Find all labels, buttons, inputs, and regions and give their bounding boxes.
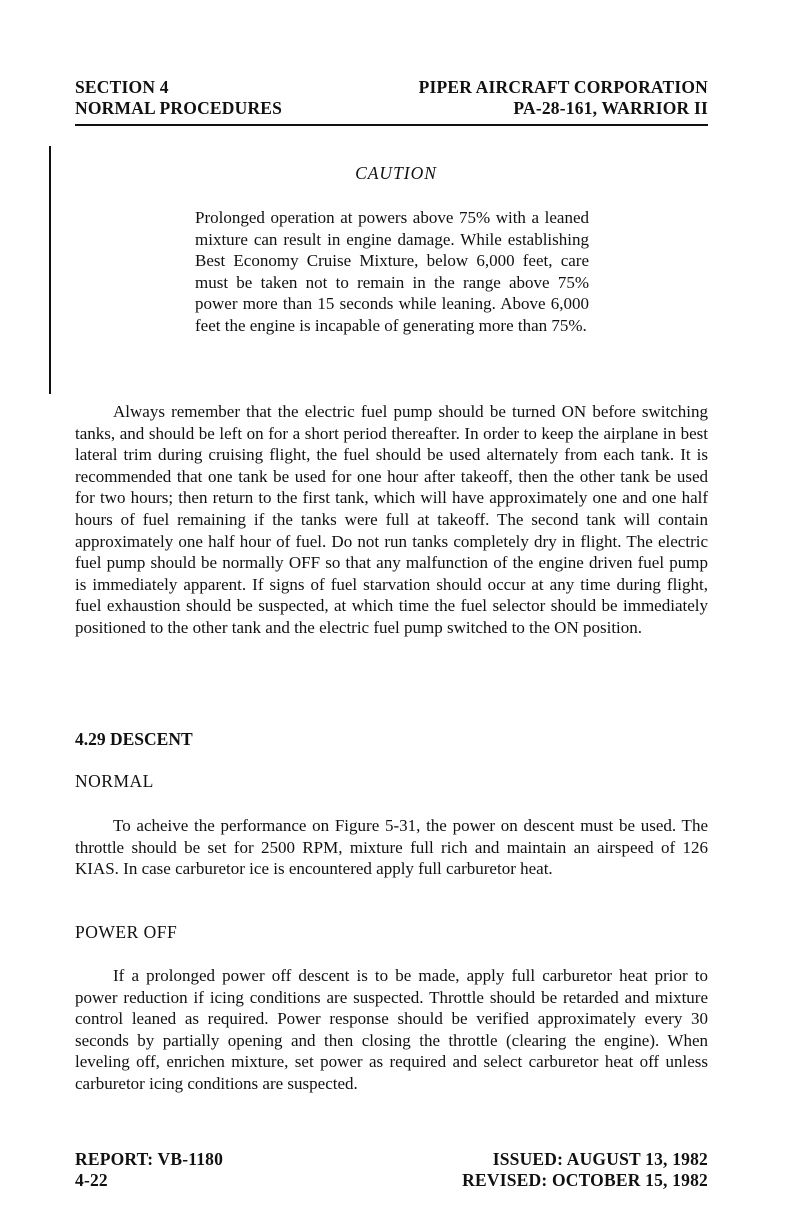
subheading-normal: NORMAL — [75, 771, 154, 791]
page-number: 4-22 — [75, 1170, 108, 1190]
revised-date: REVISED: OCTOBER 15, 1982 — [462, 1170, 708, 1190]
section-title-descent: 4.29 DESCENT — [75, 729, 193, 749]
aircraft-model: PA-28-161, WARRIOR II — [513, 98, 708, 118]
issued-date: ISSUED: AUGUST 13, 1982 — [492, 1149, 708, 1169]
header-rule — [75, 124, 708, 126]
header-row-2 — [75, 98, 708, 119]
caution-text: Prolonged operation at powers above 75% with a leaned mixture can result in engine damage. While establishing Best Economy Cruise Mixture, below 6,000 feet, care must be taken not to remain in the range above 75% power more than 15 seconds while leaning. Above 6,000 feet the engine is incapable of generating more than 75%. — [195, 208, 589, 335]
normal-descent-paragraph: To acheive the performance on Figure 5-31, the power on descent must be used. The throttle should be set for 2500 RPM, mixture full rich and maintain an airspeed of 126 KIAS. In case carburetor ice is encountered apply full carburetor heat. — [75, 816, 708, 879]
subheading-power-off: POWER OFF — [75, 922, 178, 942]
footer-row-1 — [75, 1149, 708, 1170]
footer-row-2 — [75, 1170, 708, 1191]
caution-title: CAUTION — [355, 163, 437, 183]
page-header — [75, 77, 708, 119]
page-footer — [75, 1149, 708, 1191]
report-number: REPORT: VB-1180 — [75, 1149, 224, 1169]
company-name: PIPER AIRCRAFT CORPORATION — [418, 77, 708, 97]
procedures-label: NORMAL PROCEDURES — [75, 98, 283, 118]
fuel-management-paragraph: Always remember that the electric fuel pump should be turned ON before switching tanks, and should be left on for a short period thereafter. In order to keep the airplane in best lateral trim during cruising flight, the fuel should be used alternately from each tank. It is recommended that one tank be used for one hour after takeoff, then the other tank be used for two hours; then return to the first tank, which will have approximately one and one half hours of fuel remaining if the tanks were full at takeoff. The second tank will contain approximately one half hour of fuel. Do not run tanks completely dry in flight. The electric fuel pump should be normally OFF so that any malfunction of the engine driven fuel pump is immediately apparent. If signs of fuel starvation should occur at any time during flight, fuel exhaustion should be suspected, at which time the fuel selector should be immediately positioned to the other tank and the electric fuel pump switched to the ON position. — [75, 402, 708, 637]
header-row-1 — [75, 77, 708, 98]
power-off-descent-paragraph: If a prolonged power off descent is to be made, apply full carburetor heat prior to power reduction if icing conditions are suspected. Throttle should be retarded and mixture control leaned as required. Power response should be verified approximately every 30 seconds by partially opening and then closing the throttle (clearing the engine). When leveling off, enrichen mixture, set power as required and select carburetor heat off unless carburetor icing conditions are suspected. — [75, 966, 708, 1093]
section-label: SECTION 4 — [75, 77, 169, 97]
